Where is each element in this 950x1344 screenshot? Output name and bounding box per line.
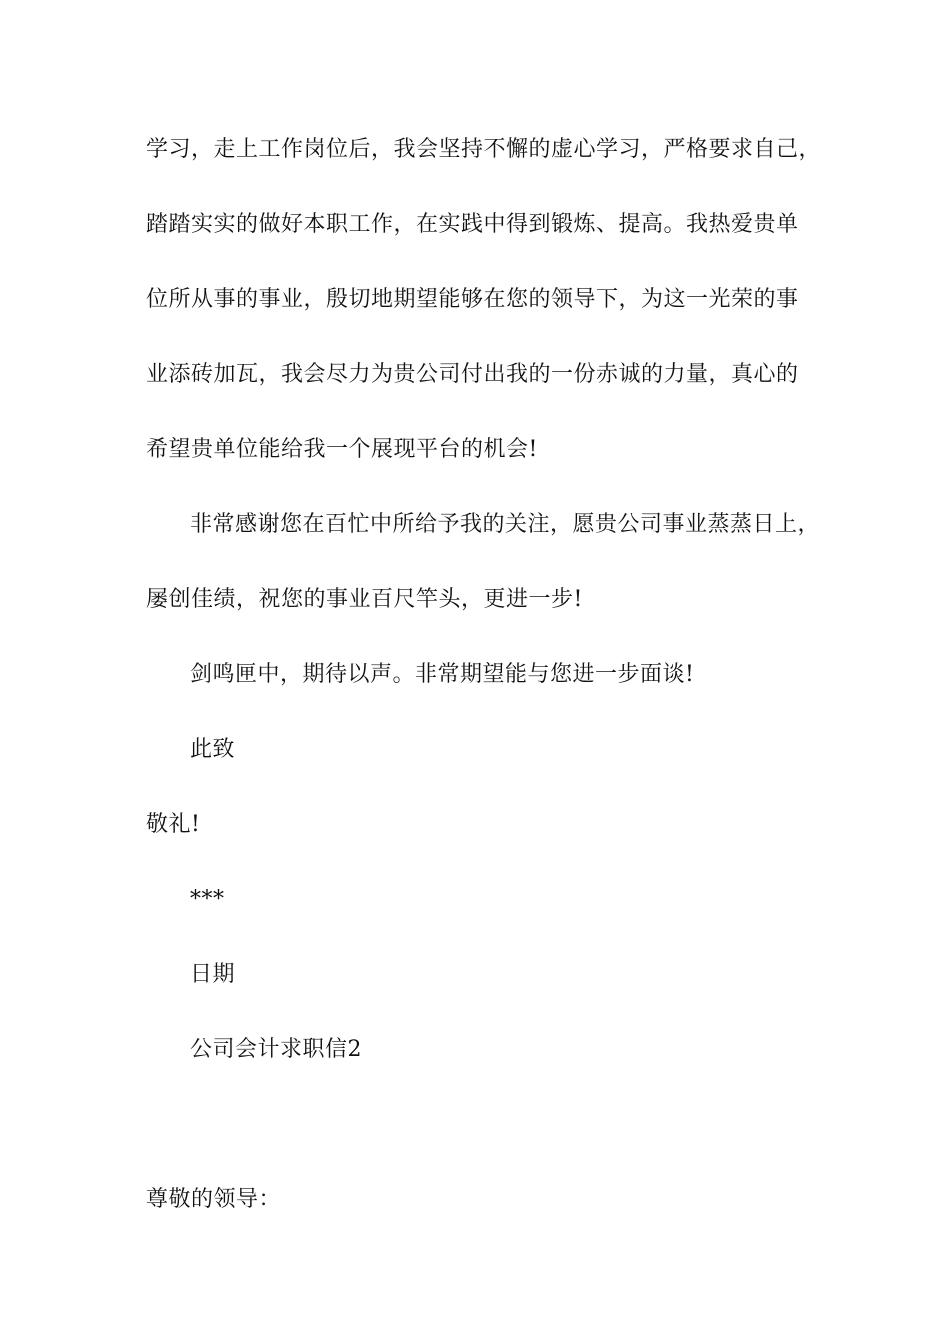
signature-name: ***: [190, 887, 225, 912]
paragraph-line: 剑鸣匣中，期待以声。非常期望能与您进一步面谈!: [190, 662, 695, 687]
salutation-closing: 敬礼!: [146, 812, 201, 837]
paragraph-line: 希望贵单位能给我一个展现平台的机会!: [146, 437, 538, 462]
paragraph-line: 学习，走上工作岗位后，我会坚持不懈的虚心学习，严格要求自己，: [146, 137, 822, 162]
paragraph-line: 屡创佳绩，祝您的事业百尺竿头，更进一步!: [146, 587, 583, 612]
paragraph-line: 业添砖加瓦，我会尽力为贵公司付出我的一份赤诚的力量，真心的: [146, 362, 799, 387]
paragraph-line: 踏踏实实的做好本职工作，在实践中得到锻炼、提高。我热爱贵单: [146, 212, 799, 237]
date-label: 日期: [190, 962, 236, 987]
greeting: 尊敬的领导：: [146, 1187, 282, 1212]
section-title: 公司会计求职信2: [190, 1037, 362, 1062]
paragraph-line: 非常感谢您在百忙中所给予我的关注，愿贵公司事业蒸蒸日上，: [190, 512, 821, 537]
paragraph-line: 位所从事的事业，殷切地期望能够在您的领导下，为这一光荣的事: [146, 287, 799, 312]
closing-phrase: 此致: [190, 737, 236, 762]
